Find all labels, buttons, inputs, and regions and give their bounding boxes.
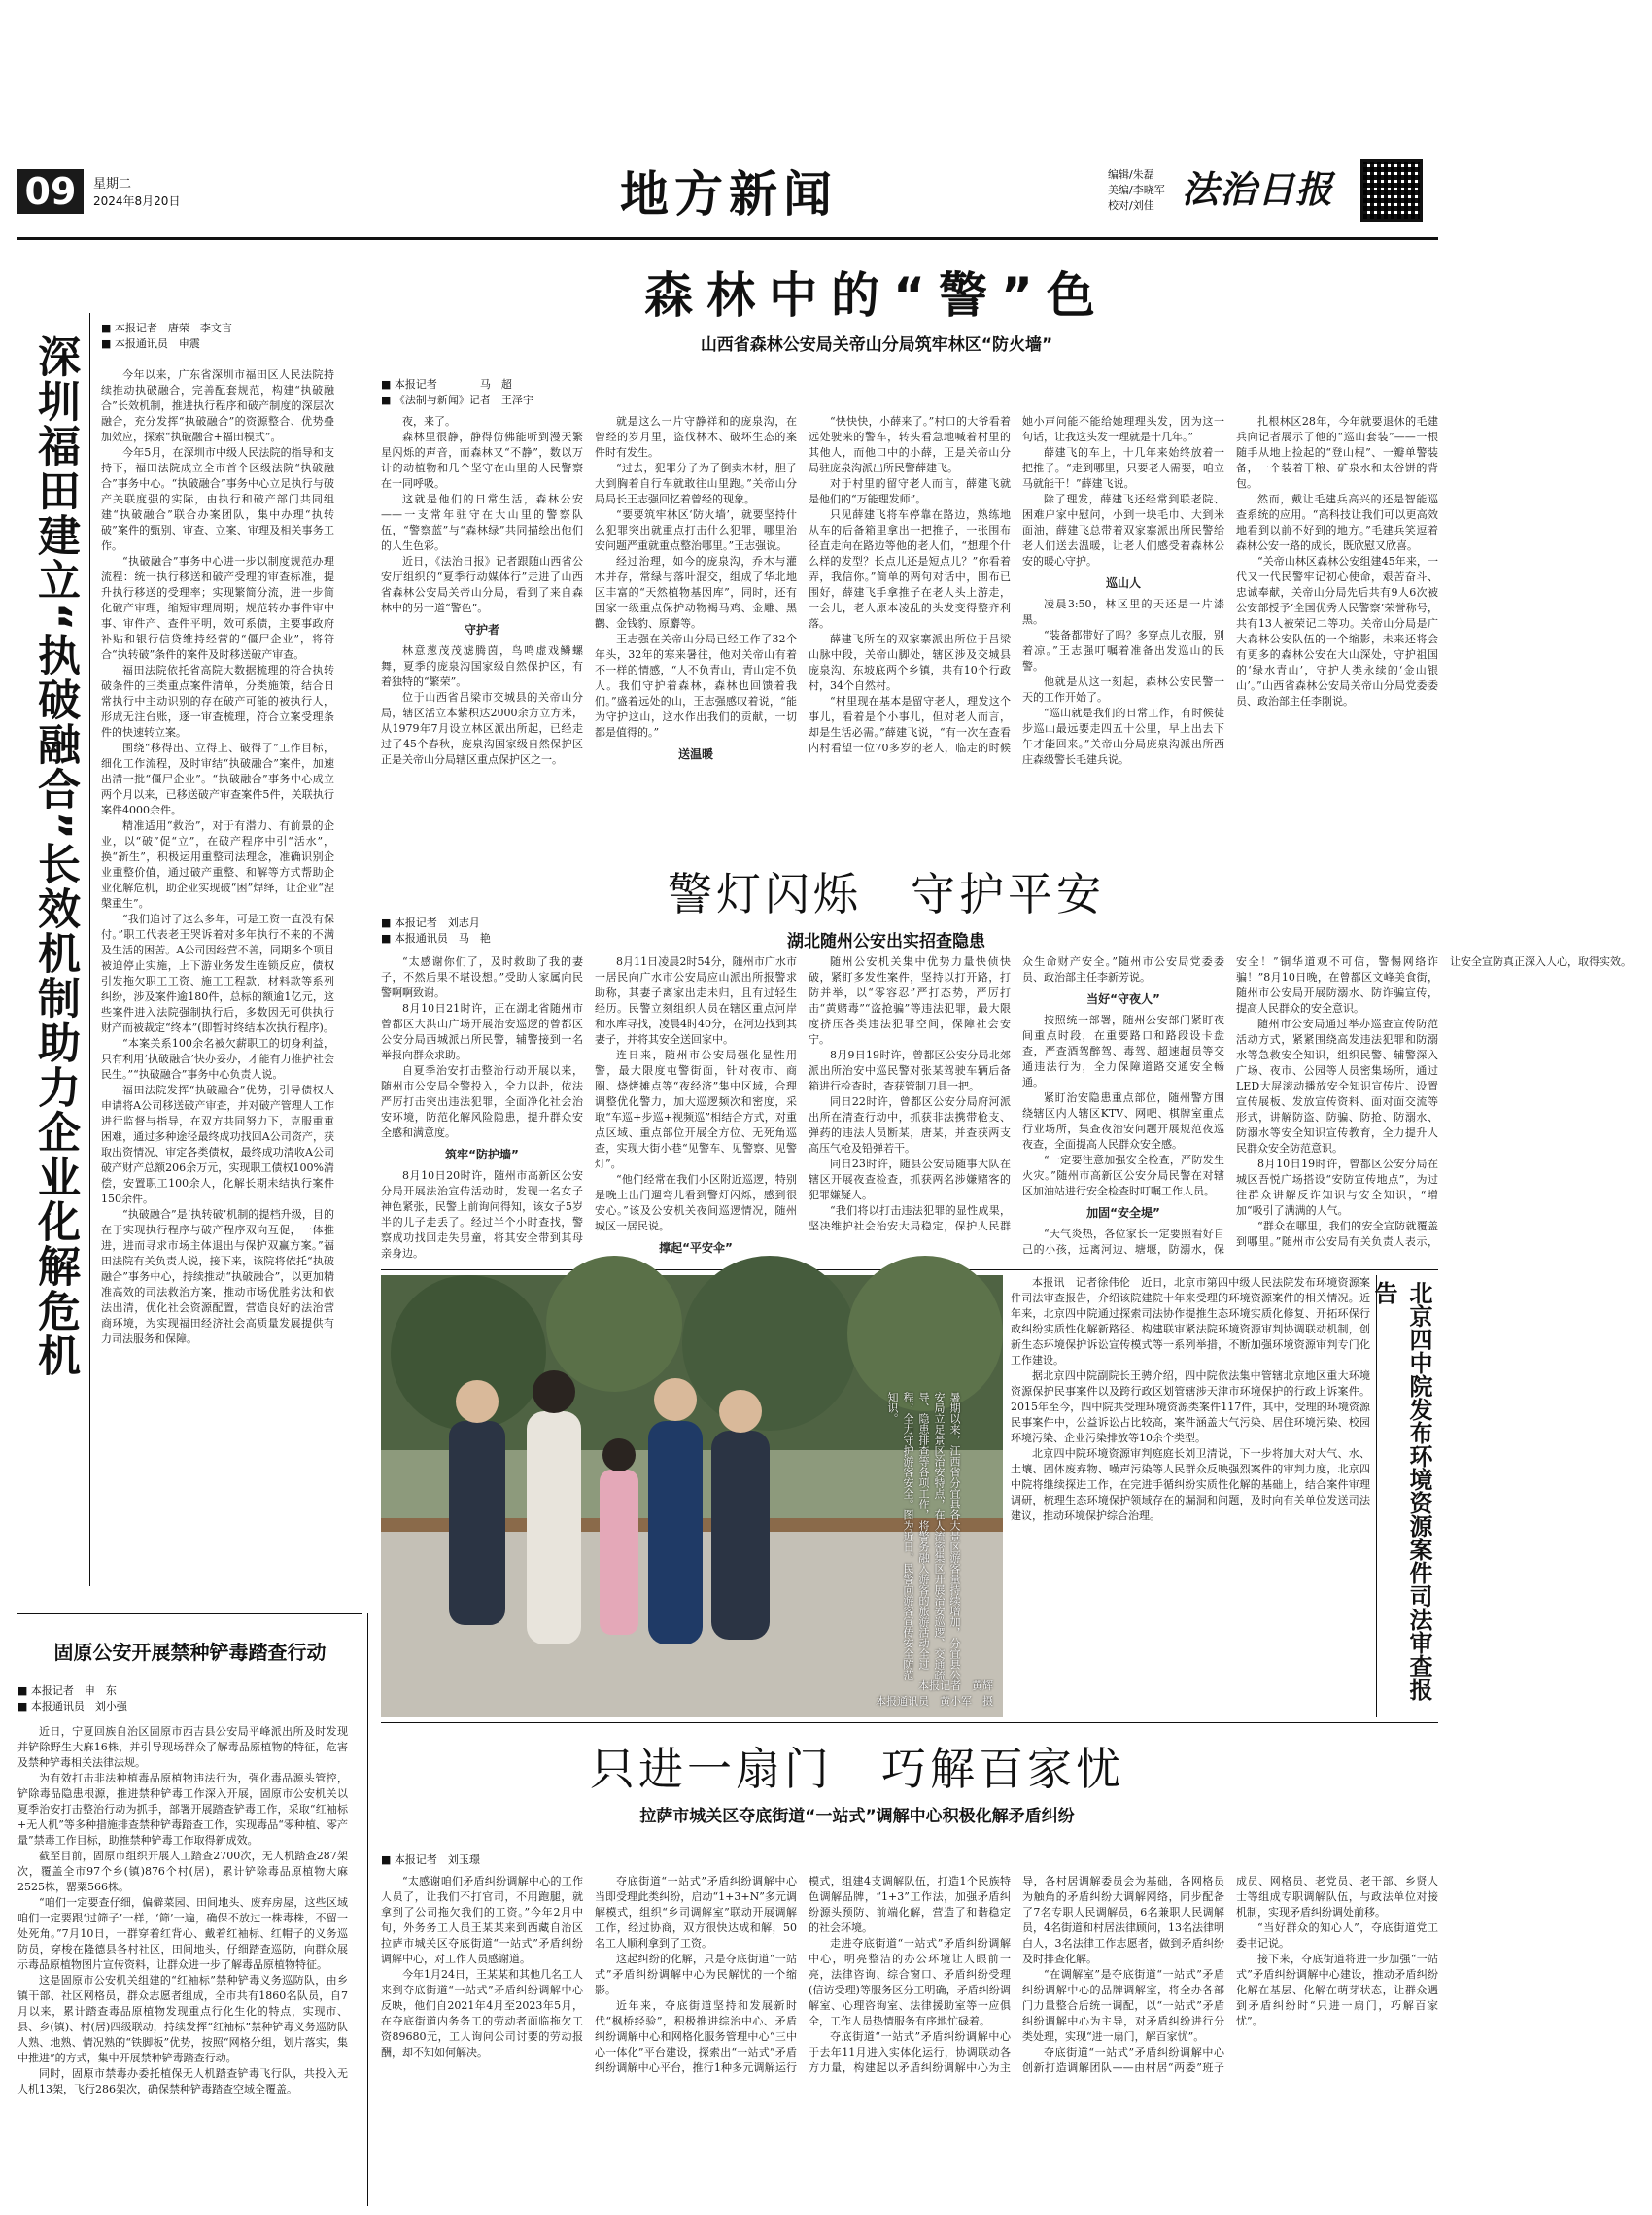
paragraph: 夜，来了。 — [402, 415, 456, 428]
paragraph: 凌晨3:50，林区里的天还是一片漆黑。 — [1022, 598, 1224, 626]
paragraph: “一定要注意加强安全检查，严防发生火灾。”随州市高新区公安分局民警在对辖区加油站进行安全检查时叮嘱工作人员。 — [1022, 1154, 1224, 1197]
byline-reporter: ■ 本报记者 刘玉璟 — [381, 1853, 480, 1866]
article-lhasa-byline — [381, 1852, 595, 1868]
paragraph: 近年来，夺底街道坚持和发展新时代“枫桥经验”，积极推进综治中心、矛盾纠纷调解中心和网格化服务管理中心“三中心一体化”平台建设，探索出“一站式”矛盾纠纷调解中心平台，推行1种多元调解运行模式，组建4支调解队伍，打造1个民族特色调解品牌，“1+3”工作法，加强矛盾纠纷源头预防、前端化解，营造了和谐稳定的社会环境。 — [595, 1875, 1011, 2074]
paragraph: 他就是从这一刻起，森林公安民警一天的工作开始了。 — [1022, 675, 1224, 704]
page-header — [0, 146, 1458, 233]
paragraph: 近日，《法治日报》记者跟随山西省公安厅组织的“夏季行动媒体行”走进了山西省森林公安局关帝山分局，看到了来自森林中的另一道“警色”。 — [381, 555, 583, 614]
article-lhasa-title: 只进一扇门 巧解百家忧 — [590, 1743, 1124, 1795]
paragraph: 8月10日21时许，正在湖北省随州市曾都区大洪山广场开展治安巡逻的曾都区公安分局西城派出所民警，辅警接到一名举报向群众求助。 — [381, 1002, 583, 1061]
byline-reporter-2: ■ 《法制与新闻》记者 王泽宇 — [381, 394, 533, 406]
paragraph: 夺底街道“一站式”矛盾纠纷调解中心当即受理此类纠纷，启动“1+3+N”多元调解模式，组织“乡司调解室”联动开展调解工作，经过协商，双方很快达成和解，50名工人顺利拿到了工资。 — [595, 1875, 797, 1950]
article-guyuan-byline — [17, 1683, 348, 1714]
paragraph: 薛建飞所在的双家寨派出所位于吕梁山脉中段，关帝山脚处，辖区涉及交城县庞泉沟、东坡底两个乡镇，共有10个行政村，34个自然村。 — [809, 633, 1011, 692]
editor-credits — [1108, 167, 1182, 214]
masthead-logo: 法治日报 — [1182, 167, 1334, 211]
paragraph: 北京四中院环境资源审判庭庭长刘卫清说，下一步将加大对大气、水、土壤、固体废弃物、噪声污染等人民群众反映强烈案件的审判力度，北京四中院将继续探进工作，在完进手循纠纷实质性化解的基础上，结合案件审理调研，梳理生态环境保护领域存在的漏洞和问题，及时向有关单位发送司法建议，推动环境保护综合治理。 — [1011, 1447, 1370, 1522]
paragraph: “巡山就是我们的日常工作，有时候徒步巡山最远要走四五十公里，早上出去下午才能回来。”关帝山分局庞泉沟派出所西庄森级警长毛建兵说。 — [1022, 707, 1224, 766]
paragraph: 然而，戴让毛建兵高兴的还是智能巡查系统的应用。“高科技让我们可以更高效地看到以前不好到的地方。”毛建兵笑逗着森林公安一路的成长，既欣慰又欣喜。 — [1236, 493, 1438, 552]
paragraph: “装备都带好了吗？多穿点儿衣服，别着凉。”王志强叮嘱着准备出发巡山的民警。 — [1022, 629, 1224, 673]
paragraph: 王志强在关帝山分局已经工作了32个年头，32年的寒来暑往，他对关帝山有着不一样的情感，“人不负青山，青山定不负人。我们守护着森林，森林也回馈着我们。”盛着远处的山，王志强感叹着说，“能为守护这山，这水作出我们的贡献，一切都是值得的。” — [595, 633, 797, 739]
paragraph: “本案关系100余名被欠薪职工的切身利益，只有利用‘执破融合’快办妥办，才能有力推护社会民生。”“执破融合”事务中心负责人说。 — [101, 1037, 334, 1081]
paragraph: “群众在哪里，我们的安全宣防就覆盖到哪里。”随州市公安局有关负责人表示，让安全宣防真正深入人心，取得实效。 — [1236, 955, 1632, 1248]
article-forest-subtitle: 山西省森林公安局关帝山分局筑牢林区“防火墙” — [700, 335, 1053, 355]
paragraph: 夺底街道“一站式”矛盾纠纷调解中心于去年11月进入实体化运行，协调联动各方力量，构建起以矛盾纠纷调解中心为主导，各村居调解委员会为基础，各网格员为触角的矛盾纠纷大调解网络，同步配备了7名专职人民调解员，6名兼职人民调解员，4名街道和村居法律顾问，13名法律明白人，3名法律工作志愿者，做到矛盾纠纷及时排查化解。 — [809, 1875, 1224, 2074]
article-beijing-body — [1011, 1275, 1370, 1717]
paragraph: 这起纠纷的化解，只是夺底街道“一站式”矛盾纠纷调解中心为民解忧的一个缩影。 — [595, 1953, 797, 1996]
paragraph: “他们经常在我们小区附近巡逻，特别是晚上出门遛弯儿看到警灯闪烁，感到很安心。”该及公安机关夜间巡逻情况，随州城区一居民说。 — [595, 1173, 797, 1232]
paragraph: “太感谢咱们矛盾纠纷调解中心的工作人员了，让我们不打官司，不用跑腿，就拿到了公司拖欠我们的工资。”今年2月中旬，外务务工人员王某某来到西藏自治区拉萨市城关区夺底街道“一站式”矛盾纠纷调解中心，对工作人员感谢道。 — [381, 1875, 583, 1965]
section-subhead: 送温暖 — [677, 747, 713, 761]
byline-correspondent: ■ 本报通讯员 刘小强 — [17, 1700, 127, 1713]
article-lhasa-body — [381, 1874, 1438, 2204]
article-beijing-court — [1011, 1275, 1438, 1722]
paragraph: 精准适用“救治”，对于有潜力、有前景的企业，以“破”促“立”，在破产程序中引“活水”，换“新生”，积极运用重整司法理念，准确识别企业重整价值，通过破产重整、和解等方式帮助企业化解危机，助企业实现破“困”焊绎，让企业“涅槃重生”。 — [101, 819, 334, 910]
news-photo — [381, 1275, 1003, 1717]
paragraph: 8月9日19时许，曾都区公安分局北郊派出所治安中巡民警对张某驾驶车辆后备箱进行检查时，查获管制刀具一把。 — [809, 1049, 1011, 1092]
header-rule — [17, 237, 1438, 240]
byline-reporter: ■ 本报记者 刘志月 — [381, 917, 480, 929]
paragraph: 位于山西省吕梁市交城县的关帝山分局，辖区活立本紫积达2000余方立方米，从1979年7月设立林区派出所起，已经走过了45个春秋，庞泉沟国家级自然保护区正是关帝山分局辖区重点保护区之一。 — [381, 691, 583, 766]
section-subhead: 加固“安全堤” — [1086, 1206, 1160, 1220]
paragraph: 福田法院发挥“执破融合”优势，引导债权人申请将A公司移送破产审查，并对破产管理人工作进行监督与指导，在双方共同努力下，克服重重困难，通过多种途径最终成功找回A公司资产，获取出资情况、审定各类债权，最终成功清收A公司破产财产总额206余万元，实现职工债权100%清偿，安置职工100余人，化解长期未结执行案件150余件。 — [101, 1084, 334, 1205]
paragraph: “咱们一定要查仔细，偏僻菜园、田间地头、废弃房屋，这些区域咱们一定要跟‘过筛子’一样，‘筛’一遍，确保不放过一株毒株，不留一处死角。”7月10日，一群穿着红背心、戴着红袖标、红帽子的义务巡防员，穿梭在隆德县各村社区，田间地头，仔细踏查巡防，向群众展示毒品原植物图片宣传资料，让群众进一步了解毒品原植物特征。 — [17, 1896, 348, 1971]
article-suizhou-title: 警灯闪烁 守护平安 — [668, 868, 1105, 920]
article-guyuan-title: 固原公安开展禁种铲毒踏查行动 — [53, 1641, 327, 1664]
paragraph: 同日23时许，随县公安局随事大队在辖区开展夜查检查，抓获两名涉嫌赌客的犯罪嫌疑人。 — [809, 1158, 1011, 1201]
byline-correspondent: ■ 本报通讯员 申震 — [101, 337, 200, 350]
byline-reporter: ■ 本报记者 申 东 — [17, 1684, 117, 1697]
paragraph: 这就是他们的日常生活，森林公安——一支常年驻守在大山里的警察队伍，“警察蓝”与“森林绿”共同描绘出他们的人生色彩。 — [381, 493, 583, 552]
section-subhead: 巡山人 — [1105, 576, 1141, 590]
article-suizhou-police — [381, 853, 1632, 1266]
article-lhasa-subtitle: 拉萨市城关区夺底街道“一站式”调解中心积极化解矛盾纠纷 — [639, 1807, 1075, 1826]
paragraph: 随州市公安局通过举办巡查宣传防范活动方式，紧紧围绕高发违法犯罪和防溺水等急救安全知识，组织民警、辅警深入广场、夜市、公园等人员密集场所，通过LED大屏滚动播放安全知识宣传片、设置宣传展板、发放宣传资料、面对面交流等形式，讲解防盗、防骗、防抢、防溺水、防溺水等安全知识宣传教育，全力提升人民群众安全防范意识。 — [1236, 1018, 1438, 1155]
article-guyuan-body — [17, 1724, 348, 2205]
paragraph: “村里现在基本是留守老人，理发这个事儿，看着是个小事儿，但对老人而言，却是生活必需。”薛建飞说，“有一次在查看内村看望一位70多岁的老人，临走的时候她小声问能不能给她理理头发，因为这一句话，让我这头发一理就是十几年。” — [809, 415, 1224, 754]
credit-editor: 编辑/朱磊 — [1108, 168, 1154, 181]
paragraph: 随州公安机关集中优势力量快侦快破，紧盯多发性案件，坚持以打开路，打防并举，以“零容忍”严打态势，严厉打击“黄赌毒”“盗抢骗”等违法犯罪，最大限度挤压各类违法犯罪空间，保障社会安宁。 — [809, 955, 1011, 1046]
divider-photo — [381, 1722, 1438, 1723]
article-beijing-divider — [1376, 1275, 1377, 1717]
paragraph: 扎根林区28年，今年就要退休的毛建兵向记者展示了他的“巡山套装”——一根随手从地上捡起的“登山棍”、一瓣单警装备，一个装着干粮、矿泉水和太谷饼的背包。 — [1236, 415, 1438, 490]
paragraph: 为有效打击非法种植毒品原植物违法行为，强化毒品源头管控，铲除毒品隐患根源，推进禁种铲毒工作深入开展，固原市公安机关以夏季治安打击整治行动为抓手，部署开展踏查铲毒工作，采取“红袖标+无人机”等多种措施排查禁种铲毒踏查工作，实现毒品“零种植、零产量”禁毒工作目标，助推禁种铲毒工作取得新成效。 — [17, 1772, 348, 1847]
article-forest-police — [381, 253, 1438, 846]
section-subhead: 撑起“平安伞” — [659, 1241, 733, 1255]
article-shenzhen-title: 深圳福田建立“执破融合”长效机制助力企业化解危机 — [30, 334, 80, 1378]
paragraph: 8月10日20时许，随州市高新区公安分局开展法治宣传活动时，发现一名女子神色紧张，民警上前询问得知，该女子5岁半的儿子走丢了。经过半个小时查找，警察成功找回走失男童，将其安全带到其母亲身边。 — [381, 1169, 583, 1260]
paragraph: 薛建飞的车上，十几年来始终放着一把推子。“走到哪里，只要老人需要，咱立马就能干！”薛建飞说。 — [1022, 446, 1224, 490]
photo-credit — [809, 1679, 993, 1710]
paragraph: 本报讯 记者徐伟伦 近日，北京市第四中级人民法院发布环境资源案件司法审查报告，介绍该院建院十年来受理的环境资源案件的相关情况。近年来，北京四中院通过探索司法协作提推生态环境实质化修复、开拓环保行政纠纷实质性化解新路径、构建联审紧法院环境资源审判协调联动机制，创新生态环境保护诉讼宣传模式等一系列举措，不断加强环境资源审判专门化工作建设。 — [1011, 1276, 1370, 1367]
paragraph: 接下来，夺底街道将进一步加强“一站式”矛盾纠纷调解中心建设，推动矛盾纠纷化解在基层、化解在萌芽状态，让群众遇到矛盾纠纷时“只进一扇门，巧解百家忧”。 — [1236, 1953, 1438, 2027]
paragraph: “天气炎热，各位家长一定要照看好自己的小孩，远离河边、塘堰，防溺水，保安全！”铜华道观不可信，警惕网络诈骗！”8月10日晚，在曾都区文峰美食街，随州市公安局开展防溺水、防诈骗宣传，提高人民群众的安全意识。 — [1022, 955, 1438, 1256]
paragraph: 除了理发，薛建飞还经常到联老院、困难户家中慰问，小到一块毛巾、大到米面油，薛建飞总带着双家寨派出所民警给老人们送去温暖，让老人们感受着森林公安的暖心守护。 — [1022, 493, 1224, 568]
article-forest-title: 森林中的“警”色 — [644, 267, 1109, 324]
article-guyuan-drug — [17, 1613, 362, 2211]
paragraph: 走进夺底街道“一站式”矛盾纠纷调解中心，明亮整洁的办公环境让人眼前一亮，法律咨询、综合窗口、矛盾纠纷受理(信访受理)等服务区分工明确，矛盾纠纷调解室、心理咨询室、法律援助室等一应俱全，工作人员热情服务有序地忙碌着。 — [809, 1937, 1011, 2027]
article-lhasa-mediation — [381, 1726, 1438, 2212]
credit-proofreader: 校对/刘佳 — [1108, 199, 1154, 212]
photo-credit-reporter: 本报记者 黄辉 — [918, 1679, 993, 1692]
byline-reporter: ■ 本报记者 唐荣 李文言 — [101, 322, 232, 334]
byline-correspondent: ■ 本报通讯员 马 艳 — [381, 932, 491, 945]
paragraph: 就是这么一片守静祥和的庞泉沟，在曾经的岁月里，盗伐林木、破坏生态的案件时有发生。 — [595, 415, 797, 459]
article-beijing-title: 北京四中院发布环境资源案件司法审查报告 — [1370, 1281, 1432, 1701]
paragraph: “执破融合”是‘执转破’机制的提档升级，目的在于实现执行程序与破产程序双向互促，一体推进，进而寻求市场主体退出与保护双赢方案。”福田法院有关负责人说，接下来，该院将依托“执破融合”事务中心，持续推动“执破融合”，以更加精准高效的司法救治方案，推动市场优胜劣汰和依法出清，优化社会资源配置，营造良好的法治营商环境，为实现福田经济社会高质量发展提供有力司法服务和保障。 — [101, 1208, 334, 1345]
paragraph: “过去，犯罪分子为了倒卖木材，胆子大到胸着自行车就敢往山里跑。”关帝山分局局长王志强回忆着曾经的现象。 — [595, 462, 797, 505]
paragraph: 8月11日凌晨2时54分，随州市广水市一居民向广水市公安局应山派出所报警求助称，其妻子离家出走未归，且有过轻生经历。民警立刻组织人员在辖区重点河岸和水库寻找，凌晨4时40分，在河边找到其妻子，并将其安全送回家中。 — [595, 955, 797, 1046]
paragraph: “我们将以打击违法犯罪的显性成果，坚决维护社会治安大局稳定，保护人民群众生命财产安全。”随州市公安局党委委员、政治部主任李新芳说。 — [809, 955, 1224, 1232]
paragraph: “我们追讨了这么多年，可是工资一直没有保付。”职工代表老王哭诉着对多年执行不来的不满及生活的困苦。A公司因经营不善，同期多个项目被迫停止实施，上下游业务发生连锁反应，债权引发拖欠职工工资、施工工程款，材料款等系列纠纷，涉及案件逾180件，总标的额逾1亿元，这些案件进入法院强制执行后，多数因无可供执行财产而被裁定“终本”(即暂时终结本次执行程序)。 — [101, 913, 334, 1034]
article-suizhou-byline — [381, 916, 595, 947]
article-suizhou-subtitle: 湖北随州公安出实招查隐患 — [787, 932, 985, 952]
section-subhead: 筑牢“防护墙” — [445, 1148, 519, 1161]
paragraph: 福田法院依托省高院大数据梳理的符合执转破条件的三类重点案件清单，分类施策，结合日常执行中主动识别的存在破产可能的被执行人，形成无注台账，逐一审查梳理，符合立案受理条件的快速转立案。 — [101, 664, 334, 739]
issue-date: 2024年8月20日 — [93, 194, 181, 208]
paragraph: “快快快，小薛来了。”村口的大爷看着远处驶来的警车，转头看急地喊着村里的其他人，而他口中的小薛，正是关帝山分局驻庞泉沟派出所民警薛建飞。 — [809, 415, 1011, 474]
paragraph: 经过治理，如今的庞泉沟，乔木与灌木并存，常绿与落叶混交，组成了华北地区丰富的“天然植物基因库”，同时，还有国家一级重点保护动物褐马鸡、金雕、黑鹳、金钱豹、原麝等。 — [595, 555, 797, 630]
credit-designer: 美编/李晓军 — [1108, 184, 1165, 196]
paragraph: 按照统一部署，随州公安部门紧盯夜间重点时段，在重要路口和路段设卡盘查，严查酒驾醉驾、毒驾、超速超员等交通违法行为，全力保障道路交通安全畅通。 — [1022, 1014, 1224, 1089]
article-guyuan-top-rule — [17, 1613, 362, 1614]
article-suizhou-body — [381, 954, 1632, 1263]
article-shenzhen-byline — [101, 321, 334, 352]
paragraph: 自夏季治安打击整治行动开展以来，随州市公安局全警投入，全力以赴，依法严厉打击突出违法犯罪，全面净化社会治安环境，防范化解风险隐患，提升群众安全感和满意度。 — [381, 1064, 583, 1139]
paragraph: “在调解室”是夺底街道“一站式”矛盾纠纷调解中心的品牌调解室，将全办各部门力量整合后统一调配，以“一站式”矛盾纠纷调解中心为主导，对矛盾纠纷进行分类处理，实现“进一扇门，解百家忧”。 — [1022, 1968, 1224, 2043]
paragraph: 夺底街道“一站式”矛盾纠纷调解中心创新打造调解团队——由村居“两委”班子成员、网格员、老党员、老干部、乡贤人士等组成专职调解队伍，与政法单位对接机制，实现矛盾纠纷调处前移。 — [1022, 1875, 1438, 2074]
photo-caption: 暑期以来，江西省分宜县各大景区游客量持续增加，分宜县公安局立足景区治安特点，在人流密集区开展治安巡逻、交通疏导、隐患排查等各项工作，将警务融入游客的旅游活动全过程，全力守护游客安全。图为近日，民警向游客宣传安全防范知识。 — [886, 1392, 961, 1680]
weekday: 星期二 — [93, 177, 132, 191]
section-subhead: 守护者 — [464, 623, 499, 637]
photo-credit-correspondent: 本报通讯员 黄小军 摄 — [876, 1695, 993, 1708]
paragraph: “执破融合”事务中心进一步以制度规范办理流程：统一执行移送和破产受理的审查标准，提升执行移送的受理率；实现繁简分流，进一步简化破产审理，缩短审理周期；规范转办事件审中事、审件产、查件平明，效可系债，主要事政府补贴和银行信贷维持经营的“僵尸企业”，将符合“执转破”条件的案件及时移送破产审查。 — [101, 555, 334, 661]
paragraph: 截至目前，固原市组织开展人工踏查2700次，无人机踏查287架次，覆盖全市97个乡(镇)876个村(居)，累计铲除毒品原植物大麻2525株，罂粟566株。 — [17, 1850, 348, 1893]
paragraph: “关帝山林区森林公安组建45年来，一代又一代民警牢记初心使命，艰苦奋斗、忠诚奉献，关帝山分局先后共有9人6次被公安部授予‘全国优秀人民警察’荣誉称号，共有13人被荣记二等功。关帝山分局是广大森林公安队伍的一个缩影，未来还将会有更多的森林公安在大山深处，守护祖国的‘绿水青山’，守护人类永续的‘金山银山’。”山西省森林公安局关帝山分局党委委员、政治部主任李刚说。 — [1236, 555, 1438, 708]
column-divider-left — [367, 1613, 368, 2206]
paragraph: 同时，固原市禁毒办委托植保无人机踏查铲毒飞行队，共投入无人机13架，飞行286架次，确保禁种铲毒踏查空域全覆盖。 — [17, 2067, 348, 2095]
paragraph: 紧盯治安隐患重点部位，随州警方围绕辖区内人辖区KTV、网吧、棋牌室重点行业场所，集查夜治安问题开展规范夜巡夜查，全面提高人民群众安全感。 — [1022, 1091, 1224, 1151]
paragraph: 据北京四中院副院长王骋介绍，四中院依法集中管辖北京地区重大环境资源保护民事案件以及跨行政区划管辖涉天津市环境保护的行政上诉案件。2015年至今，四中院共受理环境资源类案件117件，其中，受理的环境资源民事案件中，公益诉讼占比较高，案件涵盖大气污染、居住环境污染、校园环境污染、企业污染排放等10余个类型。 — [1011, 1369, 1370, 1444]
paragraph: 8月10日19时许，曾都区公安分局在城区吾悦广场搭设“安防宣传地点”，为过往群众讲解反诈知识与安全知识，“增加“吸引了满满的人气。 — [1236, 1158, 1438, 1217]
paragraph: 林意葱茂茂滤腾茵，鸟鸣虚戏鳞螺舞，夏季的庞泉沟国家级自然保护区，有着独特的“繁荣”。 — [381, 644, 583, 688]
paragraph: 森林里很静，静得仿佛能听到漫天繁星闪烁的声音，而森林又“不静”，数以万计的动植物和几个坚守在山里的人民警察在一同呼吸。 — [381, 431, 583, 490]
article-forest-body — [381, 414, 1438, 842]
paragraph: 连日来，随州市公安局强化显性用警，最大限度屯警街面，针对夜市、商圈、烧烤摊点等“夜经济”集中区域，合理调整优化警力，加大巡逻频次和密度，采取“车巡+步巡+视频巡”相结合方式，对重点区域、重点部位开展全方位、无死角巡查，实现大街小巷“见警车、见警察、见警灯”。 — [595, 1049, 797, 1170]
section-title: 地方新闻 — [620, 166, 838, 223]
article-forest-byline — [381, 377, 595, 408]
paragraph: 同日22时许，曾都区公安分局府河派出所在清查行动中，抓获非法携带枪支、弹药的违法人员断某，唐某，并查获两支高压气枪及铅弹若干。 — [809, 1095, 1011, 1155]
paragraph: “太感谢你们了，及时救助了我的妻子，不然后果不堪设想。”受助人家属向民警啊啊致谢。 — [381, 955, 583, 999]
paragraph: 今年5月，在深圳市中级人民法院的指导和支持下，福田法院成立全市首个区级法院“执破融合”事务中心。“执破融合”事务中心立足执行与破产关联度强的实际，由执行和破产部门共同组建“执破融合”联合办案团队，集中办理“执转破”案件的甄别、审查、立案、审理及相关事务工作。 — [101, 446, 334, 552]
paragraph: 近日，宁夏回族自治区固原市西吉县公安局平峰派出所及时发现并铲除野生大麻16株，并引导现场群众了解毒品原植物的特征，危害及禁种铲毒相关法律法规。 — [17, 1725, 348, 1769]
paragraph: 今年1月24日，王某某和其他几名工人来到夺底街道“一站式”矛盾纠纷调解中心反映，他们自2021年4月至2023年5月，在夺底街道内务务工的劳动者面临拖欠工资89680元，工人询问公司讨要的劳动报酬，却不知如何解决。 — [381, 1968, 583, 2059]
paragraph: 围绕“移得出、立得上、破得了”工作目标，细化工作流程，及时审结“执破融合”案件，加速出清一批“僵尸企业”。“执破融合”事务中心成立两个月以来，已移送破产审查案件5件，关联执行案件4000余件。 — [101, 742, 334, 816]
section-subhead: 当好“守夜人” — [1086, 992, 1160, 1006]
paragraph: 对于村里的留守老人而言，薛建飞就是他们的“万能理发师”。 — [809, 477, 1011, 505]
paragraph: 今年以来，广东省深圳市福田区人民法院持续推动执破融合，完善配套规范，构建“执破融合”长效机制，推进执行程序和破产制度的深层次融合，充分发挥“执破融合”的资源整合、优势叠加效应，探索“执破融合+福田模式”。 — [101, 368, 334, 443]
paragraph: 这是固原市公安机关组建的“红袖标”禁种铲毒义务巡防队，由乡镇干部、社区网格员，群众志愿者组成，全市共有1860名队员，自7月以来，累计踏查毒品原植物发现重点行化生化的特点，实现市、县、乡(镇)、村(居)四级联动，持续发挥“红袖标”禁种铲毒义务巡防队人熟、地熟、情况熟的“铁脚板”优势，按照“网格分组，划片落实，集中推进”的方式，集中开展禁种铲毒踏查行动。 — [17, 1974, 348, 2064]
paragraph: “要要筑牢林区‘防火墙’，就要坚持什么犯罪突出就重点打击什么犯罪，哪里治安问题严重就重点整治哪里。”王志强说。 — [595, 508, 797, 552]
paragraph: “当好群众的知心人”，夺底街道党工委书记说。 — [1236, 1921, 1438, 1950]
paragraph: 只见薛建飞将车停靠在路边，熟练地从车的后备箱里拿出一把推子，一张围布径直走向在路边等他的老人们，“想理个什么样的发型？长点儿还是短点儿？”你看着弄，我信你。”简单的两句对话中，围布已围好，薛建飞手拿推子在老人头上游走，一会儿，老人原本凌乱的头发变得整齐利落。 — [809, 508, 1011, 630]
qr-code-icon — [1360, 159, 1423, 222]
page-number-badge: 09 — [17, 169, 84, 214]
byline-reporter: ■ 本报记者 马 超 — [381, 378, 512, 391]
article-shenzhen-lower-body — [17, 1330, 338, 1611]
